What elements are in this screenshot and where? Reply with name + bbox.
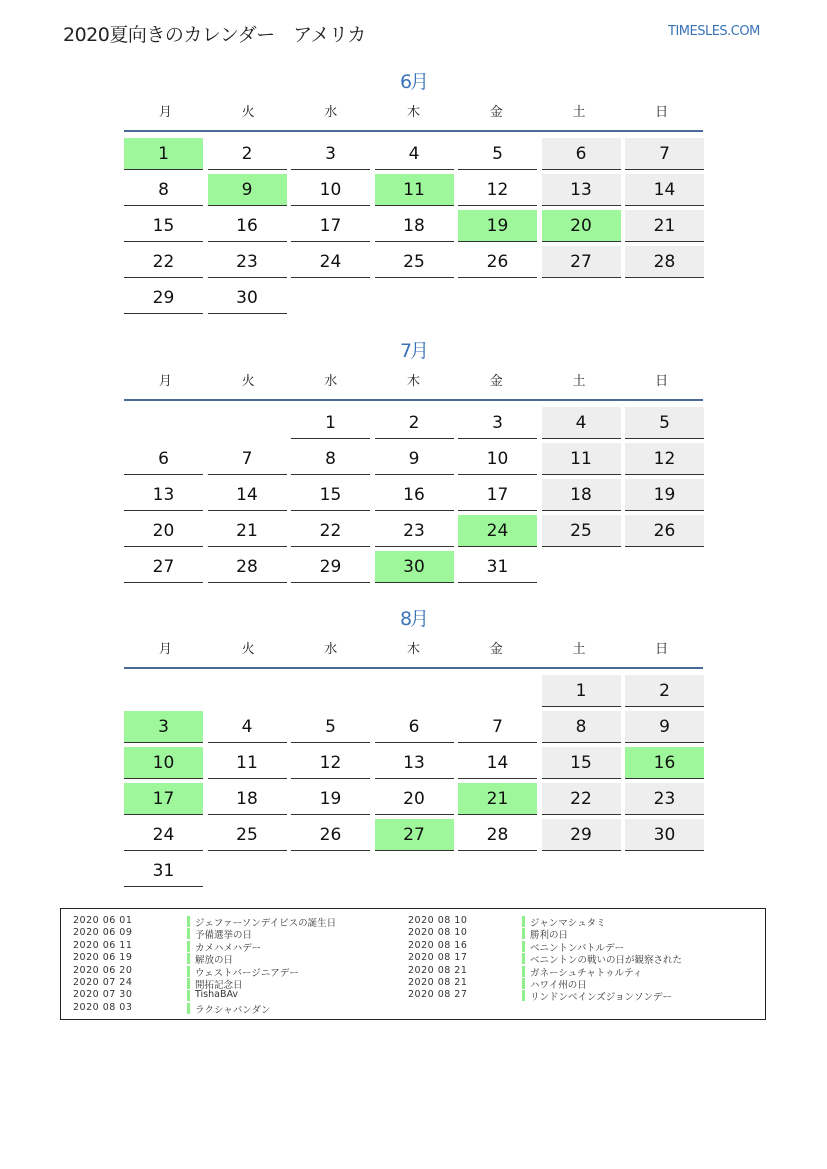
legend-holiday-name: ジェファーソンデイビスの誕生日 [195,918,337,929]
day-cell: 16 [208,210,287,242]
weekday-header [124,103,703,130]
day-cell: 7 [208,443,287,475]
day-cell: 2 [208,138,287,170]
day-cell: 15 [124,210,203,242]
day-cell: 18 [542,479,621,511]
holiday-marker [187,978,190,989]
weekday-label: 水 [324,374,338,389]
legend-date: 2020 08 10 [408,915,468,926]
weekday-label: 木 [407,374,421,389]
legend-date: 2020 06 19 [73,952,133,964]
holiday-marker [187,966,190,977]
holiday-marker [187,990,190,1001]
day-cell: 1 [542,675,621,707]
day-cell: 4 [375,138,454,170]
weekday-header [124,372,703,399]
day-cell: 1 [291,407,370,439]
weekday-label: 火 [241,374,255,389]
legend-holiday-name: ベニントンバトルデー [530,942,625,954]
day-cell: 18 [208,783,287,815]
day-cell: 5 [458,138,537,170]
day-cell: 26 [291,819,370,851]
day-cell: 20 [375,783,454,815]
day-cell: 31 [124,855,203,887]
legend-date: 2020 08 21 [408,976,468,988]
legend-holiday-name: TishaBAv [195,989,239,1001]
day-cell: 13 [124,479,203,511]
month-title: 8月 [399,608,428,630]
day-cell: 5 [291,711,370,743]
day-cell: 20 [124,515,203,547]
weekday-label: 金 [489,374,503,389]
holiday-marker [522,928,525,939]
day-cell: 12 [291,747,370,779]
holiday-marker [187,928,190,939]
holiday-marker [187,941,190,952]
day-cell: 14 [458,747,537,779]
legend-date: 2020 08 21 [408,964,468,976]
day-cell: 30 [208,282,287,314]
weekday-label: 土 [572,105,586,120]
weekday-label: 水 [324,105,338,120]
legend-date: 2020 08 10 [408,927,468,939]
day-cell: 6 [124,443,203,475]
day-cell: 23 [375,515,454,547]
day-cell: 8 [542,711,621,743]
day-cell: 27 [542,246,621,278]
holiday-day-cell: 9 [208,174,287,206]
day-cell: 3 [291,138,370,170]
legend-holiday-name: ガネーシュチャトゥルティ [530,967,643,979]
day-cell: 21 [208,515,287,547]
day-cell: 3 [458,407,537,439]
weekday-label: 月 [158,374,172,389]
day-cell: 5 [625,407,704,439]
legend-holiday-name: 開拓記念日 [195,979,243,991]
weekday-header [124,640,703,667]
holiday-marker [522,966,525,977]
holiday-day-cell: 17 [124,783,203,815]
legend-holiday-name: 予備選挙の日 [195,930,253,942]
day-cell: 24 [291,246,370,278]
header-divider [124,130,703,132]
legend-holiday-name: リンドンベインズジョンソンデー [530,992,673,1004]
legend-date: 2020 06 09 [73,927,133,939]
month-title: 6月 [399,71,428,93]
weekday-label: 火 [241,105,255,120]
day-cell: 19 [291,783,370,815]
day-cell: 7 [625,138,704,170]
holiday-day-cell: 27 [375,819,454,851]
site-label: TIMESLES.COM [668,24,760,39]
day-cell: 11 [542,443,621,475]
day-cell: 4 [542,407,621,439]
day-cell: 4 [208,711,287,743]
holiday-day-cell: 20 [542,210,621,242]
month-calendar [124,605,703,881]
day-cell: 13 [375,747,454,779]
month-title: 7月 [399,340,428,362]
day-cell: 30 [625,819,704,851]
day-cell: 25 [208,819,287,851]
day-cell: 29 [124,282,203,314]
day-cell: 6 [542,138,621,170]
weekday-label: 木 [407,105,421,120]
holiday-day-cell: 16 [625,747,704,779]
day-cell: 28 [458,819,537,851]
day-cell: 17 [291,210,370,242]
day-cell: 7 [458,711,537,743]
holiday-marker [187,1003,190,1014]
day-cell: 22 [291,515,370,547]
day-cell: 29 [291,551,370,583]
day-cell: 10 [291,174,370,206]
day-cell: 12 [625,443,704,475]
legend-date: 2020 07 30 [73,989,133,1001]
legend-date: 2020 07 24 [73,976,133,988]
day-cell: 2 [625,675,704,707]
day-cell: 2 [375,407,454,439]
weekday-label: 金 [489,105,503,120]
weekday-label: 月 [158,642,172,657]
holiday-marker [187,953,190,964]
day-cell: 27 [124,551,203,583]
weekday-label: 木 [407,642,421,657]
holiday-legend [60,908,766,1020]
day-cell: 13 [542,174,621,206]
header-divider [124,667,703,669]
holiday-day-cell: 30 [375,551,454,583]
day-cell: 8 [291,443,370,475]
day-cell: 12 [458,174,537,206]
header-divider [124,399,703,401]
day-cell: 16 [375,479,454,511]
weekday-label: 日 [655,374,669,389]
day-cell: 25 [542,515,621,547]
legend-date: 2020 08 16 [408,939,468,951]
day-cell: 23 [625,783,704,815]
legend-holiday-name: ベニントンの戦いの日が観察された [530,955,683,967]
day-cell: 14 [208,479,287,511]
weekday-label: 土 [572,642,586,657]
day-cell: 29 [542,819,621,851]
legend-date: 2020 06 20 [73,964,133,976]
day-cell: 22 [542,783,621,815]
day-cell: 26 [625,515,704,547]
legend-holiday-name: 勝利の日 [530,930,569,942]
day-cell: 31 [458,551,537,583]
day-cell: 26 [458,246,537,278]
page-title: 2020夏向きのカレンダー アメリカ [63,24,366,46]
weekday-label: 日 [655,642,669,657]
legend-holiday-name: カメハメハデー [195,942,262,954]
day-cell: 6 [375,711,454,743]
weekday-label: 水 [324,642,338,657]
legend-holiday-name: 解放の日 [195,955,234,967]
legend-date: 2020 06 01 [73,915,133,926]
day-cell: 19 [625,479,704,511]
day-cell: 15 [542,747,621,779]
day-cell: 18 [375,210,454,242]
legend-holiday-name: ラクシャバンダン [195,1004,271,1016]
holiday-marker [522,941,525,952]
day-cell: 11 [208,747,287,779]
day-cell: 28 [625,246,704,278]
month-calendar [124,68,703,308]
holiday-day-cell: 1 [124,138,203,170]
legend-date: 2020 08 27 [408,989,468,1001]
holiday-marker [522,978,525,989]
day-cell: 17 [458,479,537,511]
legend-date: 2020 06 11 [73,939,133,951]
weekday-label: 月 [158,105,172,120]
day-cell: 25 [375,246,454,278]
day-cell: 24 [124,819,203,851]
legend-date: 2020 08 17 [408,952,468,964]
holiday-day-cell: 3 [124,711,203,743]
holiday-marker [522,953,525,964]
holiday-day-cell: 11 [375,174,454,206]
day-cell: 9 [625,711,704,743]
weekday-label: 土 [572,374,586,389]
legend-holiday-name: ジャンマシュタミ [530,918,606,929]
day-cell: 14 [625,174,704,206]
holiday-day-cell: 21 [458,783,537,815]
day-cell: 10 [458,443,537,475]
weekday-label: 火 [241,642,255,657]
legend-date: 2020 08 03 [73,1001,133,1013]
day-cell: 23 [208,246,287,278]
holiday-day-cell: 19 [458,210,537,242]
day-cell: 22 [124,246,203,278]
legend-holiday-name: ウェストバージニアデー [195,967,299,979]
holiday-day-cell: 24 [458,515,537,547]
holiday-day-cell: 10 [124,747,203,779]
weekday-label: 金 [489,642,503,657]
month-calendar [124,337,703,577]
holiday-marker [522,916,525,927]
holiday-marker [522,990,525,1001]
day-cell: 9 [375,443,454,475]
weekday-label: 日 [655,105,669,120]
holiday-marker [187,916,190,927]
day-cell: 28 [208,551,287,583]
legend-holiday-name: ハワイ州の日 [530,979,587,991]
day-cell: 15 [291,479,370,511]
day-cell: 8 [124,174,203,206]
day-cell: 21 [625,210,704,242]
